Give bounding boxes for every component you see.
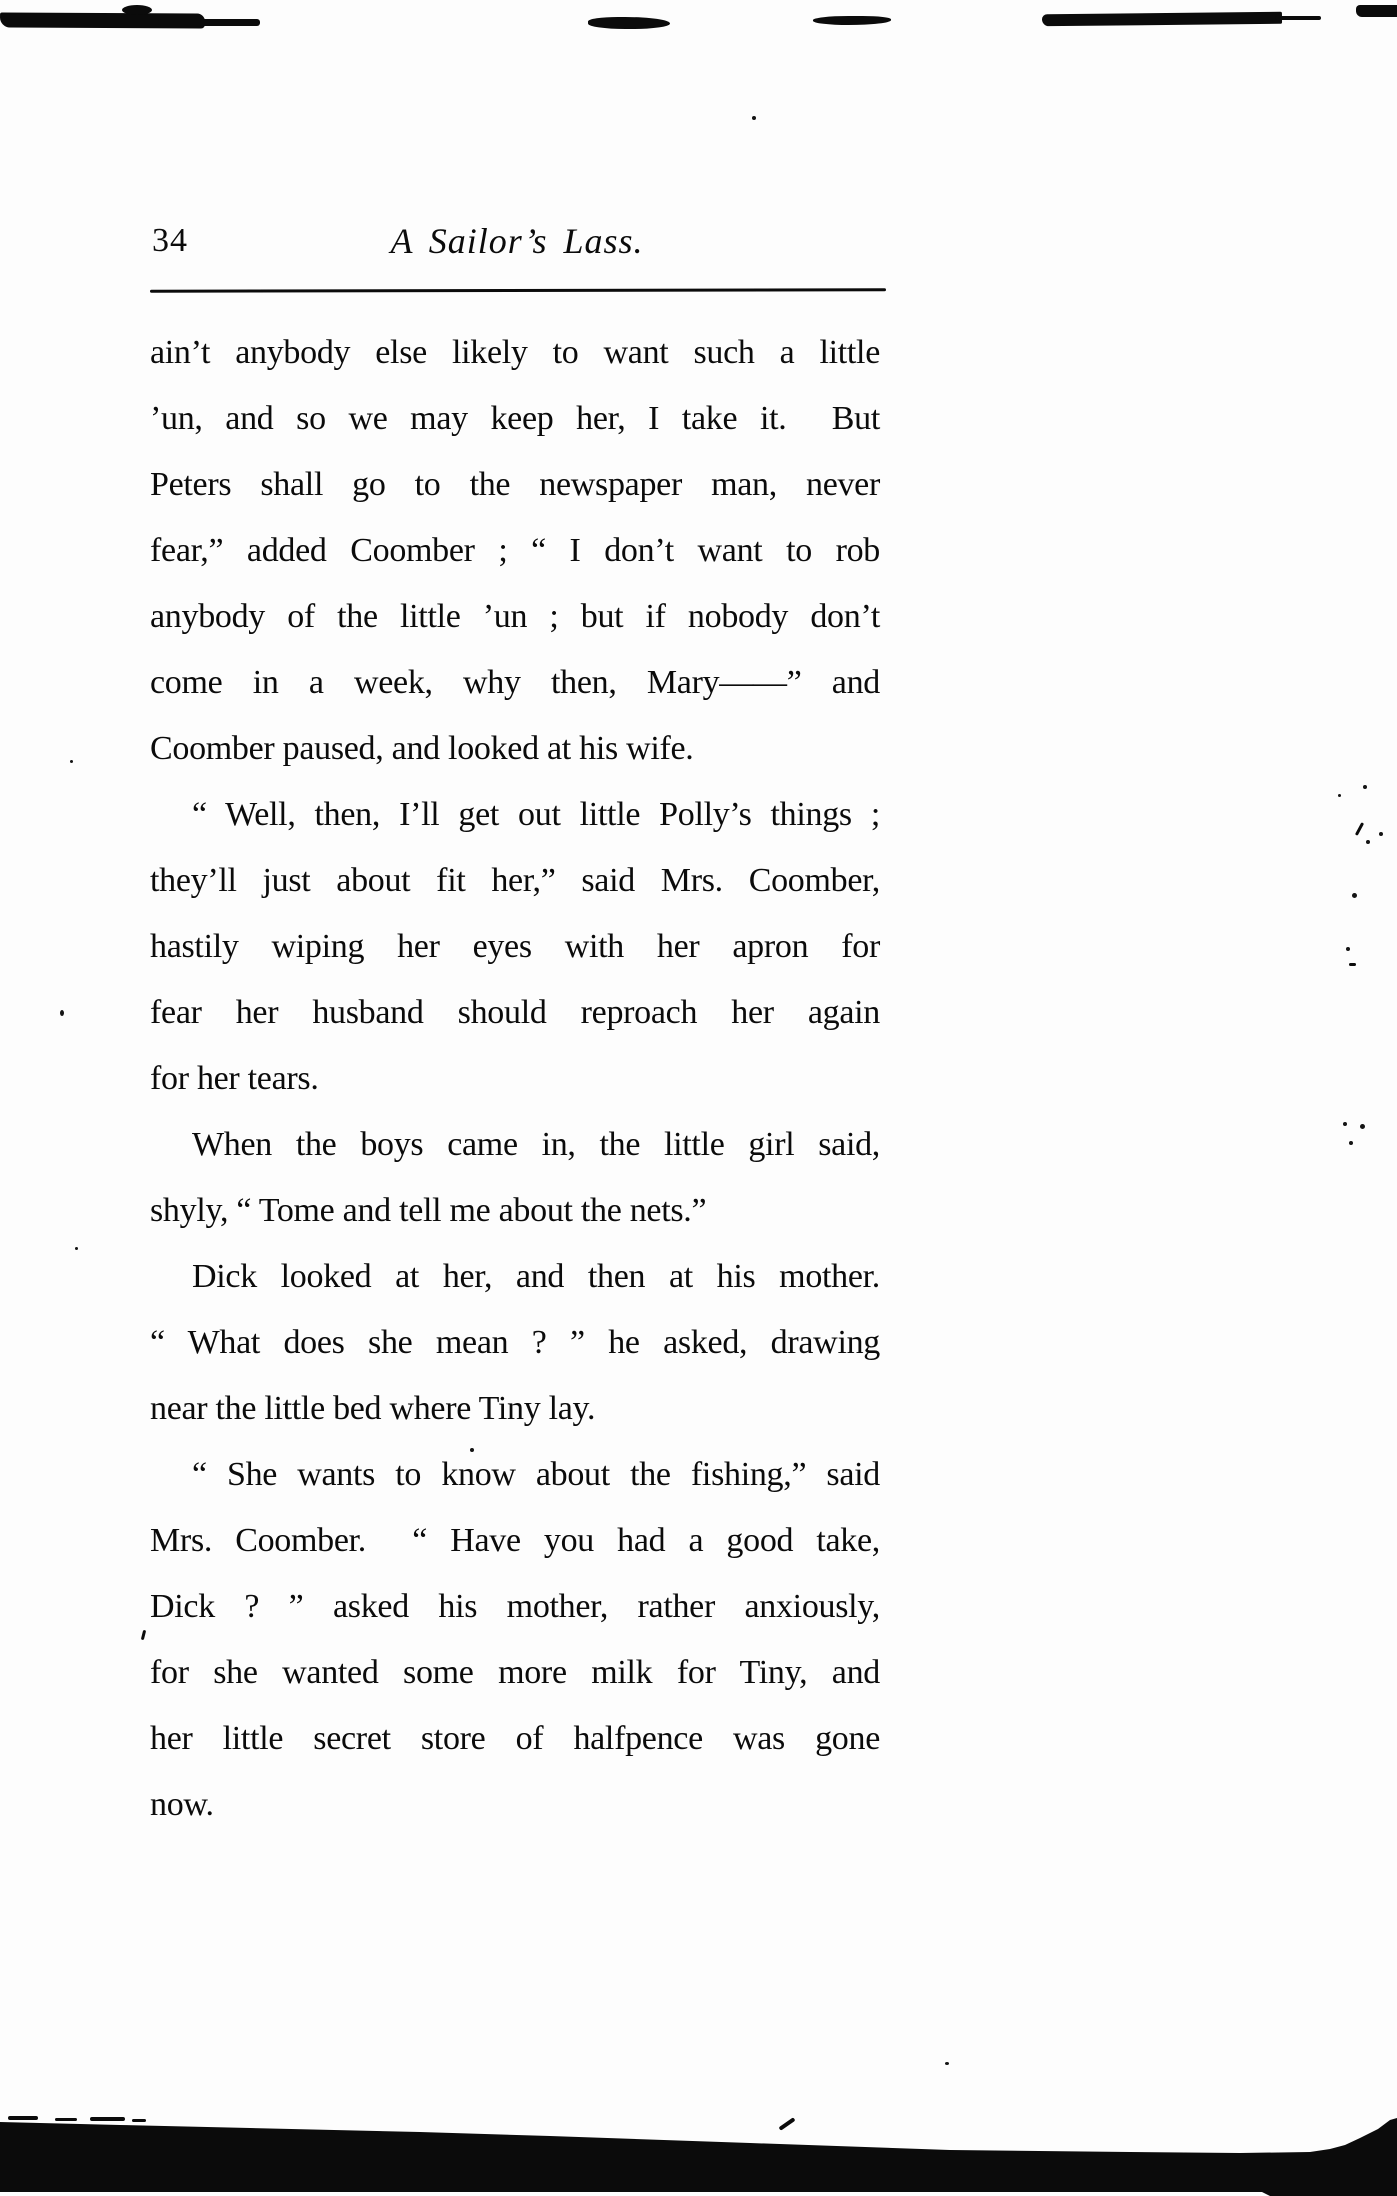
scan-artifact-top-left-blob — [122, 5, 152, 15]
scan-speck — [75, 1247, 78, 1250]
scan-speck — [1346, 947, 1350, 951]
text-line: Dick ? ” asked his mother, rather anxiously, — [150, 1588, 880, 1625]
scan-speck — [70, 760, 73, 763]
text-line: Mrs. Coomber. “ Have you had a good take, — [150, 1522, 880, 1559]
scan-speck — [1366, 840, 1370, 844]
page-header — [150, 220, 884, 276]
text-line: “ She wants to know about the fishing,” said — [192, 1456, 880, 1493]
scan-speck — [1349, 1141, 1353, 1145]
text-line: Dick looked at her, and then at his mother. — [192, 1258, 880, 1295]
text-line: for she wanted some more milk for Tiny, and — [150, 1654, 880, 1691]
text-line: for her tears. — [150, 1060, 319, 1097]
text-line: When the boys came in, the little girl said, — [192, 1126, 880, 1163]
scan-speck — [1352, 893, 1357, 898]
text-line: now. — [150, 1786, 214, 1823]
scan-speck — [141, 1630, 146, 1640]
scan-speck — [945, 2062, 949, 2065]
scan-artifact-top-corner — [1356, 5, 1397, 17]
scan-speck — [60, 1010, 64, 1016]
text-line: fear her husband should reproach her again — [150, 994, 880, 1031]
scan-artifact-top-left-tail — [158, 19, 260, 26]
scan-speck — [1379, 832, 1383, 836]
text-line: come in a week, why then, Mary——” and — [150, 664, 880, 701]
scan-speck — [1363, 785, 1367, 789]
text-line: “ Well, then, I’ll get out little Polly’s things ; — [192, 796, 880, 833]
scan-speck — [1360, 1124, 1365, 1129]
header-rule — [150, 288, 886, 293]
text-line: near the little bed where Tiny lay. — [150, 1390, 596, 1427]
scan-speck — [1349, 963, 1356, 966]
text-line: “ What does she mean ? ” he asked, drawing — [150, 1324, 880, 1361]
scan-artifact-top-right — [1042, 12, 1282, 27]
scan-artifact-top-right-tail — [1275, 16, 1321, 20]
scan-speck — [470, 1448, 474, 1452]
scan-speck — [1355, 822, 1364, 836]
text-line: shyly, “ Tome and tell me about the nets.” — [150, 1192, 707, 1229]
scan-speck — [1343, 1122, 1347, 1126]
text-line: Peters shall go to the newspaper man, never — [150, 466, 880, 503]
text-line: they’ll just about fit her,” said Mrs. Coomber, — [150, 862, 880, 899]
scan-artifact-top-middle — [588, 17, 670, 29]
text-line: Coomber paused, and looked at his wife. — [150, 730, 694, 767]
page-number: 34 — [152, 222, 188, 259]
text-line: ’un, and so we may keep her, I take it. But — [150, 400, 880, 437]
scan-speck — [752, 116, 756, 120]
text-line: anybody of the little ’un ; but if nobody don’t — [150, 598, 880, 635]
scan-artifact-bottom-bar — [0, 2100, 1397, 2196]
text-line: her little secret store of halfpence was gone — [150, 1720, 880, 1757]
body-text — [150, 320, 880, 1838]
scan-artifact-top-middle-2 — [813, 16, 891, 25]
text-line: hastily wiping her eyes with her apron for — [150, 928, 880, 965]
text-line: ain’t anybody else likely to want such a little — [150, 334, 880, 371]
running-title: A Sailor’s Lass. — [390, 221, 644, 261]
scan-speck — [1338, 794, 1341, 797]
text-line: fear,” added Coomber ; “ I don’t want to rob — [150, 532, 880, 569]
